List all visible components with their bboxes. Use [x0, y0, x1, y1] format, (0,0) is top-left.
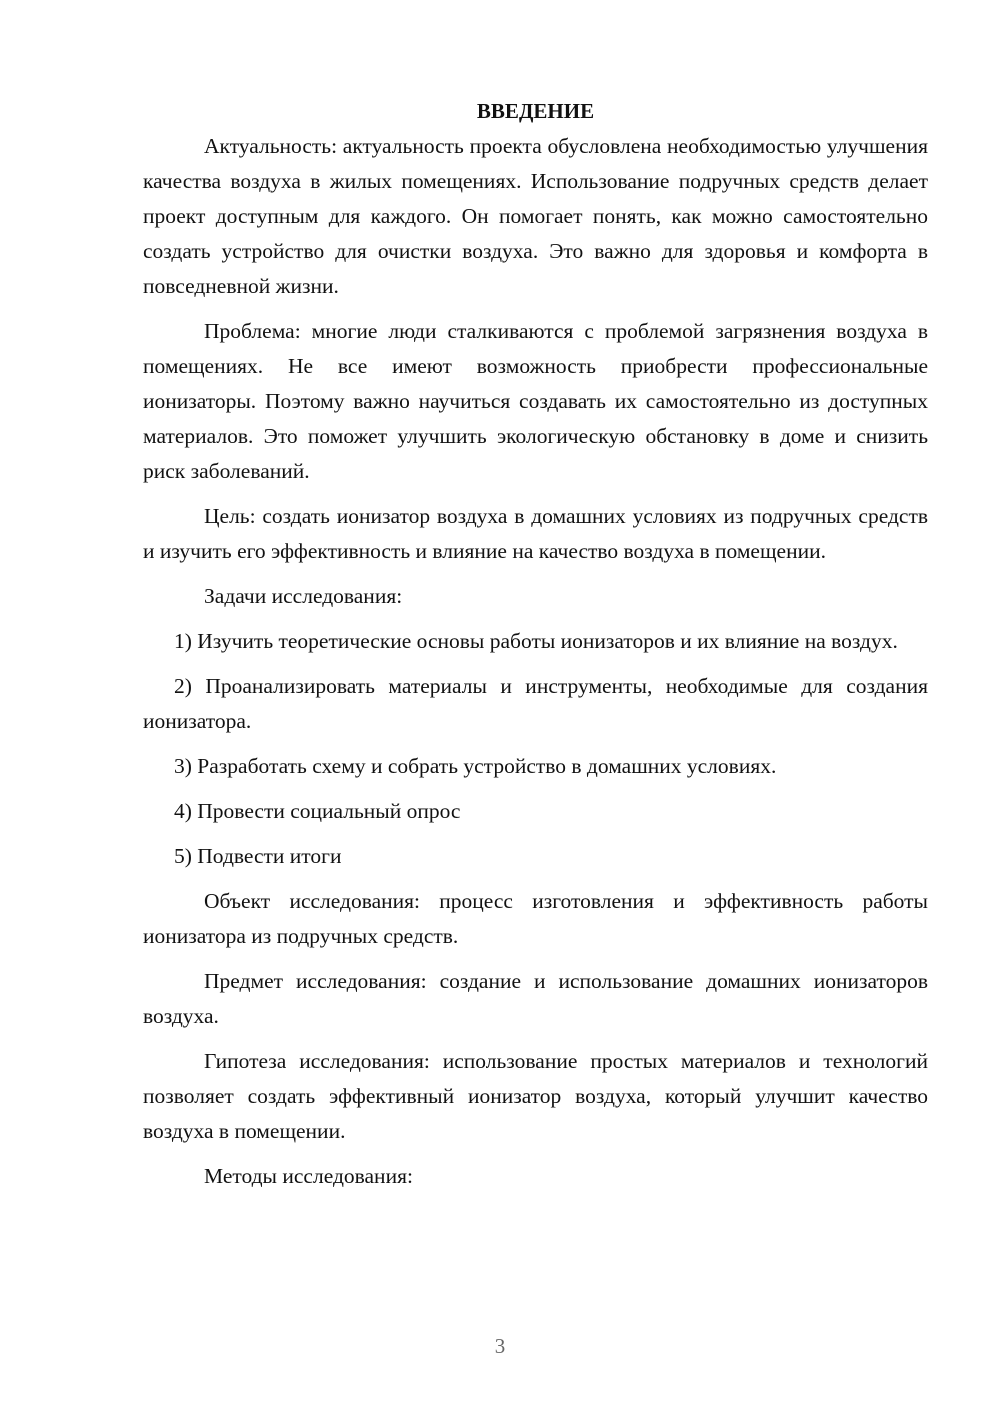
tasks-heading: Задачи исследования:: [204, 584, 403, 608]
task-item: 2) Проанализировать материалы и инструменты, необходимые для создания ионизатора.: [143, 674, 928, 733]
problem-paragraph: Проблема: многие люди сталкиваются с проблемой загрязнения воздуха в помещениях. Не все имеют возможность приобрести профессиональные ионизаторы. Поэтому важно научиться создавать их самостоятельно из доступных материалов. Это поможет улучшить экологическую обстановку в доме и снизить риск заболеваний.: [143, 319, 928, 483]
hypothesis-paragraph: Гипотеза исследования: использование простых материалов и технологий позволяет создать эффективный ионизатор воздуха, который улучшит качество воздуха в помещении.: [143, 1049, 928, 1143]
section-title: ВВЕДЕНИЕ: [476, 99, 595, 123]
object-paragraph: Объект исследования: процесс изготовления и эффективность работы ионизатора из подручных средств.: [143, 889, 928, 948]
task-item: 1) Изучить теоретические основы работы ионизаторов и их влияние на воздух.: [174, 629, 898, 653]
relevance-paragraph: Актуальность: актуальность проекта обусловлена необходимостью улучшения качества воздуха в жилых помещениях. Использование подручных средств делает проект доступным для каждого. Он помогает понять, как можно самостоятельно создать устройство для очистки воздуха. Это важно для здоровья и комфорта в повседневной жизни.: [143, 134, 928, 298]
task-item: 4) Провести социальный опрос: [174, 799, 461, 823]
methods-heading: Методы исследования:: [204, 1164, 413, 1188]
page-number: 3: [494, 1334, 506, 1358]
subject-paragraph: Предмет исследования: создание и использование домашних ионизаторов воздуха.: [143, 969, 928, 1028]
document-page: [143, 94, 928, 1194]
goal-paragraph: Цель: создать ионизатор воздуха в домашних условиях из подручных средств и изучить его эффективность и влияние на качество воздуха в помещении.: [143, 504, 928, 563]
task-item: 5) Подвести итоги: [174, 844, 342, 868]
task-item: 3) Разработать схему и собрать устройство в домашних условиях.: [174, 754, 777, 778]
